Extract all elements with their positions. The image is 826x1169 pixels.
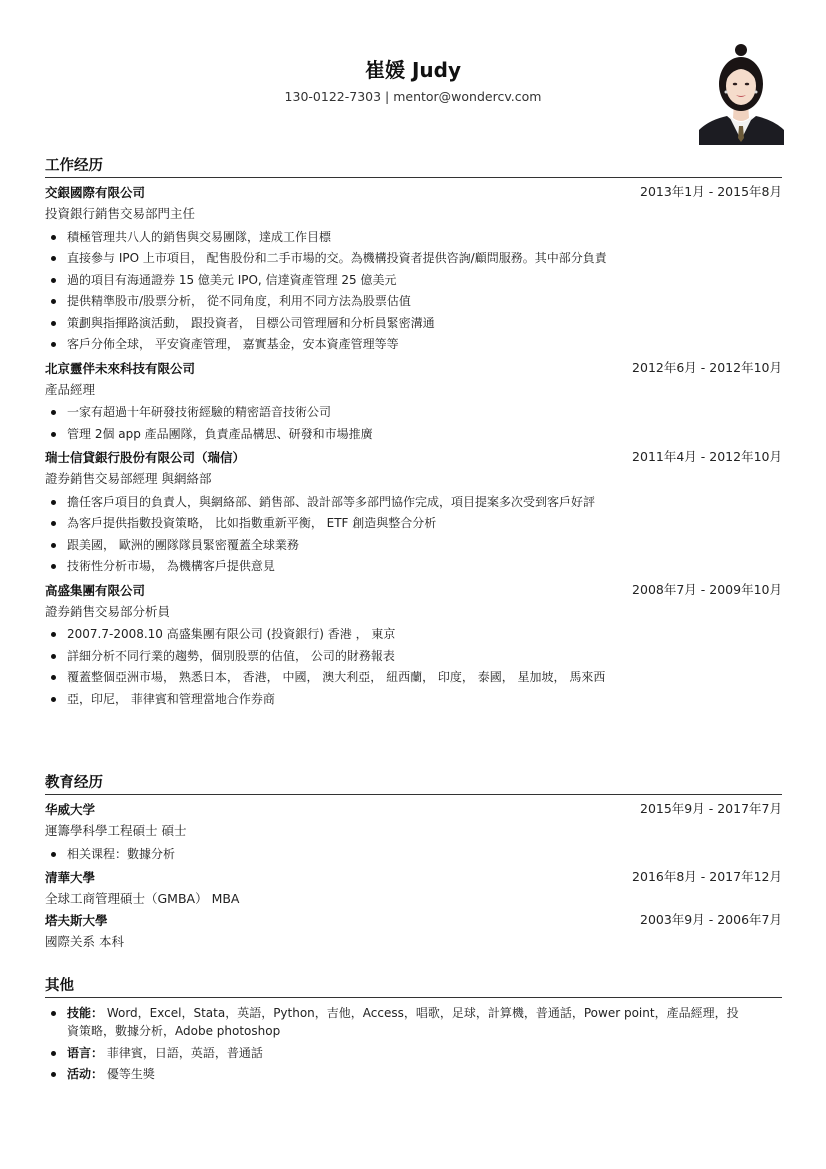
work-bullet-text: 管理 2個 app 產品團隊，負責產品構思、研發和市場推廣 [67,426,373,441]
work-bullet-item [45,690,782,708]
education-section [45,773,782,952]
work-bullet-item [45,271,782,289]
section-title-other: 其他 [45,976,782,998]
work-bullet-text: 亞，印尼， 菲律賓和管理當地合作券商 [67,691,275,706]
other-item-text: Word，Excel，Stata，英語，Python，吉他，Access，唱歌，足球，計算機，普通話，Power point，產品經理，投 [103,1006,739,1020]
work-bullet-text: 過的項目有海通證券 15 億美元 IPO, 信達資產管理 25 億美元 [67,272,397,287]
bullet-dot [51,432,56,437]
work-bullet-text: 技術性分析市場， 為機構客戶提供意見 [67,559,275,573]
education-role: 國際关系 本科 [45,934,124,949]
bullet-dot [51,543,56,548]
work-bullet-text: 客戶分佈全球， 平安資產管理， 嘉實基金，安本資產管理等等 [67,337,399,351]
bullet-dot [51,342,56,347]
bullet-dot [51,697,56,702]
education-entry-header [45,909,782,931]
work-bullet-list [45,403,782,443]
education-date-range: 2015年9月 - 2017年7月 [640,801,782,816]
education-organization: 华威大学 [45,802,96,817]
other-list [45,1004,782,1083]
work-bullet-text: 2007.7-2008.10 高盛集團有限公司 (投資銀行) 香港 ， 東京 [67,627,396,641]
contact-info: 130-0122-7303 | mentor@wondercv.com [284,89,542,104]
work-entry [45,181,782,353]
other-section [45,976,782,1087]
work-bullet-item [45,557,782,575]
education-bullet-list [45,845,782,863]
work-experience-section [45,156,782,711]
work-bullet-item [45,625,782,643]
bullet-dot [51,500,56,505]
work-bullet-text: 跟美國， 歐洲的團隊隊員緊密覆蓋全球業務 [67,537,299,552]
work-entry [45,579,782,708]
bullet-dot [51,675,56,680]
work-bullet-text: 擔任客戶項目的負責人，與網絡部、銷售部、設計部等多部門協作完成，項目提案多次受到客戶好評 [67,494,596,509]
bullet-dot [51,852,56,857]
education-date-range: 2016年8月 - 2017年12月 [632,869,782,884]
other-item-label: 技能： [67,1006,104,1020]
work-entry-header [45,357,782,379]
education-entry [45,798,782,863]
work-bullet-item [45,425,782,443]
work-bullet-item [45,335,782,353]
education-bullet-item [45,845,782,863]
work-role: 證券銷售交易部經理 與網絡部 [45,471,212,486]
work-bullet-text: 策劃與指揮路演活動， 跟投資者， 目標公司管理層和分析員緊密溝通 [67,315,435,330]
work-bullet-item [45,668,782,686]
education-entry-header [45,798,782,820]
profile-photo [699,42,784,145]
work-role: 證券銷售交易部分析員 [45,603,171,619]
bullet-dot [51,654,56,659]
work-bullet-item [45,314,782,332]
work-bullet-item [45,493,782,511]
other-item-languages [45,1044,782,1062]
bullet-dot [51,321,56,326]
education-role: 運籌學科學工程碩士 碩士 [45,823,187,838]
other-item-activities [45,1065,782,1083]
work-bullet-text: 積極管理共八人的銷售與交易團隊，達成工作目標 [67,229,332,244]
work-organization: 高盛集團有限公司 [45,582,146,598]
work-bullet-item [45,514,782,532]
bullet-dot [51,299,56,304]
work-bullet-text: 詳細分析不同行業的趨勢，個別股票的估值， 公司的財務報表 [67,648,395,663]
work-entry [45,357,782,443]
other-item-text: 優等生獎 [103,1067,155,1081]
work-bullet-text: 直接參与 IPO 上市項目， 配售股份和二手市場的交。為機構投資者提供咨詢/顧問服務。其中部分負責 [67,251,607,265]
work-bullet-text: 覆蓋整個亞洲市場， 熟悉日本， 香港， 中國， 澳大利亞， 紐西蘭， 印度， 泰國， 星加坡， 馬來西 [67,670,606,684]
bullet-dot [51,410,56,415]
work-bullet-text: 提供精準股市/股票分析， 從不同角度，利用不同方法為股票估值 [67,294,411,308]
work-date-range: 2012年6月 - 2012年10月 [632,359,782,375]
bullet-dot [51,521,56,526]
work-organization: 瑞士信貸銀行股份有限公司（瑞信） [45,450,246,465]
bullet-dot [51,564,56,569]
bullet-dot [51,278,56,283]
other-item-label: 活动： [67,1067,104,1081]
other-item-label: 语言： [67,1045,104,1060]
education-entry [45,909,782,952]
work-bullet-list [45,625,782,708]
education-role: 全球工商管理碩士（GMBA） MBA [45,891,240,906]
work-bullet-item [45,292,782,310]
section-title-work: 工作经历 [45,156,782,178]
work-organization: 北京靈伴未來科技有限公司 [45,360,196,376]
education-organization: 塔夫斯大學 [45,913,108,928]
work-bullet-item [45,536,782,554]
bullet-dot [51,632,56,637]
work-bullet-list [45,228,782,354]
section-title-education: 教育经历 [45,773,782,795]
bullet-dot [51,256,56,261]
work-role: 產品經理 [45,381,96,397]
work-bullet-item [45,228,782,246]
work-entry-header [45,181,782,203]
work-entry-header [45,446,782,468]
work-date-range: 2013年1月 - 2015年8月 [640,184,782,199]
education-bullet-text: 相关课程：數據分析 [67,846,176,861]
work-organization: 交銀國際有限公司 [45,185,146,200]
work-entry-header [45,579,782,601]
candidate-name: 崔媛 Judy [365,58,461,82]
work-bullet-text: 為客戶提供指數投資策略， 比如指數重新平衡， ETF 創造與整合分析 [67,516,437,530]
work-bullet-list [45,493,782,576]
bullet-dot [51,1011,56,1016]
work-date-range: 2011年4月 - 2012年10月 [632,449,782,464]
work-bullet-text: 一家有超過十年研發技術經驗的精密語音技術公司 [67,405,332,419]
education-organization: 清華大學 [45,870,96,885]
work-bullet-item [45,249,782,267]
work-role: 投資銀行銷售交易部門主任 [45,206,196,221]
bullet-dot [51,1072,56,1077]
education-entry-header [45,866,782,888]
education-date-range: 2003年9月 - 2006年7月 [640,912,782,927]
other-item-text-continued: 資策略，數據分析，Adobe photoshop [67,1024,281,1038]
work-date-range: 2008年7月 - 2009年10月 [632,581,782,597]
bullet-dot [51,235,56,240]
other-item-text: 菲律賓，日語，英語，普通話 [103,1045,263,1060]
other-item-skills [45,1004,782,1040]
work-bullet-item [45,403,782,421]
work-entry [45,446,782,575]
education-entry [45,866,782,909]
work-bullet-item [45,647,782,665]
bullet-dot [51,1051,56,1056]
